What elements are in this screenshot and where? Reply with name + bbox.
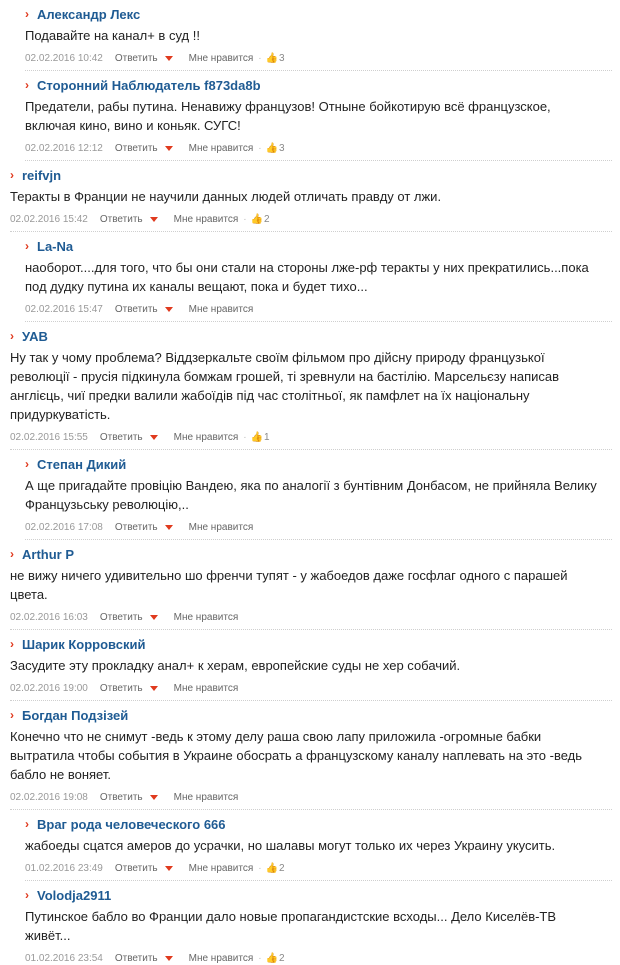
author-name[interactable]: Arthur P [22,546,74,562]
divider [25,880,612,881]
divider [25,160,612,161]
like-button[interactable]: Мне нравится [173,213,239,225]
thumbs-up-icon: 👍 [265,142,279,154]
like-button[interactable]: Мне нравится [173,431,239,443]
like-count: 3 [279,52,285,64]
chevron-right-icon: › [25,817,29,831]
comment-header [25,75,612,95]
comment-meta [25,861,612,875]
comment-date: 01.02.2016 23:54 [25,952,103,964]
like-button[interactable]: Мне нравится [173,791,239,803]
comment-meta [10,430,612,444]
comment-meta [25,51,612,65]
comment-date: 02.02.2016 10:42 [25,52,103,64]
chevron-right-icon: › [10,547,14,561]
caret-down-icon[interactable] [165,307,173,312]
divider [25,321,612,322]
author-name[interactable]: Volodja2911 [37,887,112,903]
author-name[interactable]: La-Na [37,238,74,254]
divider [10,449,612,450]
comment-header [25,454,612,474]
divider [10,231,612,232]
comment-date: 02.02.2016 19:08 [10,791,88,803]
author-name[interactable]: Богдан Подзізей [22,707,129,723]
comment-text: жабоеды сцатся амеров до усрачки, но шалавы могут только их через Украину укусить. [25,838,556,853]
caret-down-icon[interactable] [165,866,173,871]
thumbs-up-icon: 👍 [250,213,264,225]
comment [25,885,620,965]
chevron-right-icon: › [25,7,29,21]
comment [25,75,620,161]
comment-header [10,705,612,725]
caret-down-icon[interactable] [165,146,173,151]
comment-meta [10,610,612,624]
comment-date: 02.02.2016 15:42 [10,213,88,225]
divider [25,70,612,71]
comment-text: Ну так у чому проблема? Віддзеркальте своїм фільмом про дійсну природу французької революції - прусія підкинула бомжам грошей, ті зревнули на бастілію. Марсельєзу написав англієць, чиї предки валили жабоїдів під час столітньої, як памфлет на їх національну придуркуватість. [10,350,560,422]
separator-dot: · [243,431,247,443]
comment [25,454,620,540]
comment-date: 02.02.2016 15:47 [25,303,103,315]
like-button[interactable]: Мне нравится [188,521,254,533]
divider [10,629,612,630]
divider [10,700,612,701]
reply-button[interactable]: Ответить [114,862,158,874]
comment-date: 02.02.2016 12:12 [25,142,103,154]
comment-text: Засудите эту прокладку анал+ к херам, европейские суды не хер собачий. [10,658,461,673]
chevron-right-icon: › [10,708,14,722]
like-count: 1 [264,431,270,443]
comment-meta [25,520,612,534]
like-button[interactable]: Мне нравится [188,952,254,964]
separator-dot: · [258,142,262,154]
comment-meta [25,302,612,316]
chevron-right-icon: › [25,78,29,92]
caret-down-icon[interactable] [150,615,158,620]
comment-header [25,4,612,24]
comment-text: Конечно что не снимут -ведь к этому делу раша свою лапу приложила -огромные бабки вытратила чтобы события в Украине обосрать а французскому каналу наплевать на это -ведь бабло не воняет. [10,729,583,782]
like-count: 3 [279,142,285,154]
reply-button[interactable]: Ответить [114,952,158,964]
like-button[interactable]: Мне нравится [188,52,254,64]
author-name[interactable]: reifvjn [22,167,62,183]
like-button[interactable]: Мне нравится [188,303,254,315]
comment-date: 01.02.2016 23:49 [25,862,103,874]
reply-button[interactable]: Ответить [99,213,143,225]
comment-meta [25,141,612,155]
comment-text: Подавайте на канал+ в суд !! [25,28,200,43]
chevron-right-icon: › [25,239,29,253]
thumbs-up-icon: 👍 [250,431,264,443]
comment-header [25,885,612,905]
comment [10,544,620,630]
comment [25,814,620,881]
comment-date: 02.02.2016 19:00 [10,682,88,694]
comment [10,705,620,810]
divider [25,539,612,540]
separator-dot: · [243,213,247,225]
author-name[interactable]: Шарик Корровский [22,636,146,652]
comment-text: Путинское бабло во Франции дало новые пропагандистские всходы... Дело Киселёв-ТВ живёт... [25,909,557,943]
comment-header [10,165,612,185]
comment-text: наоборот....для того, что бы они стали на стороны лже-рф теракты у них прекратились...пока под дудку путина их каналы вещают, пока и будет тихо... [25,260,589,294]
like-count: 2 [279,862,285,874]
chevron-right-icon: › [10,637,14,651]
divider [10,809,612,810]
comment [10,326,620,450]
comment-text: Предатели, рабы путина. Ненавижу французов! Отныне бойкотирую всё французское, включая кино, вино и коньяк. СУГС! [25,99,551,133]
comment-meta [10,790,612,804]
like-count: 2 [279,952,285,964]
comment-meta [10,212,612,226]
comment-text: Теракты в Франции не научили данных людей отличать правду от лжи. [10,189,442,204]
comment-date: 02.02.2016 15:55 [10,431,88,443]
like-button[interactable]: Мне нравится [173,611,239,623]
comment-header [25,236,612,256]
separator-dot: · [258,862,262,874]
chevron-right-icon: › [10,329,14,343]
chevron-right-icon: › [25,888,29,902]
reply-button[interactable]: Ответить [114,52,158,64]
caret-down-icon[interactable] [150,435,158,440]
like-button[interactable]: Мне нравится [188,142,254,154]
separator-dot: · [258,952,262,964]
separator-dot: · [258,52,262,64]
author-name[interactable]: Враг рода человеческого 666 [37,816,226,832]
author-name[interactable]: Степан Дикий [37,456,127,472]
chevron-right-icon: › [25,457,29,471]
reply-button[interactable]: Ответить [114,142,158,154]
reply-button[interactable]: Ответить [99,431,143,443]
caret-down-icon[interactable] [165,956,173,961]
chevron-right-icon: › [10,168,14,182]
author-name[interactable]: УАВ [22,328,48,344]
comment-header [10,634,612,654]
comment-date: 02.02.2016 16:03 [10,611,88,623]
caret-down-icon[interactable] [165,525,173,530]
comment-meta [10,681,612,695]
comment-header [10,544,612,564]
comment [10,634,620,701]
caret-down-icon[interactable] [150,795,158,800]
like-count: 2 [264,213,270,225]
comment-header [25,814,612,834]
author-name[interactable]: Александр Лекс [37,6,141,22]
thumbs-up-icon: 👍 [265,862,279,874]
reply-button[interactable]: Ответить [99,682,143,694]
thumbs-up-icon: 👍 [265,952,279,964]
comment-text: А ще пригадайте провіцію Вандею, яка по аналогії з бунтівним Донбасом, не прийняла Велику Французьську революцію,.. [25,478,597,512]
caret-down-icon[interactable] [150,217,158,222]
like-button[interactable]: Мне нравится [188,862,254,874]
author-name[interactable]: Сторонний Наблюдатель f873da8b [37,77,261,93]
comment [25,236,620,322]
like-button[interactable]: Мне нравится [173,682,239,694]
comment-meta [25,951,612,965]
reply-button[interactable]: Ответить [114,521,158,533]
reply-button[interactable]: Ответить [99,611,143,623]
comment [10,165,620,232]
comment [25,4,620,71]
comment-date: 02.02.2016 17:08 [25,521,103,533]
caret-down-icon[interactable] [150,686,158,691]
thumbs-up-icon: 👍 [265,52,279,64]
reply-button[interactable]: Ответить [99,791,143,803]
comment-header [10,326,612,346]
comment-text: не вижу ничего удивительно шо френчи тупят - у жабоедов даже госфлаг одного с парашей цвета. [10,568,568,602]
reply-button[interactable]: Ответить [114,303,158,315]
caret-down-icon[interactable] [165,56,173,61]
